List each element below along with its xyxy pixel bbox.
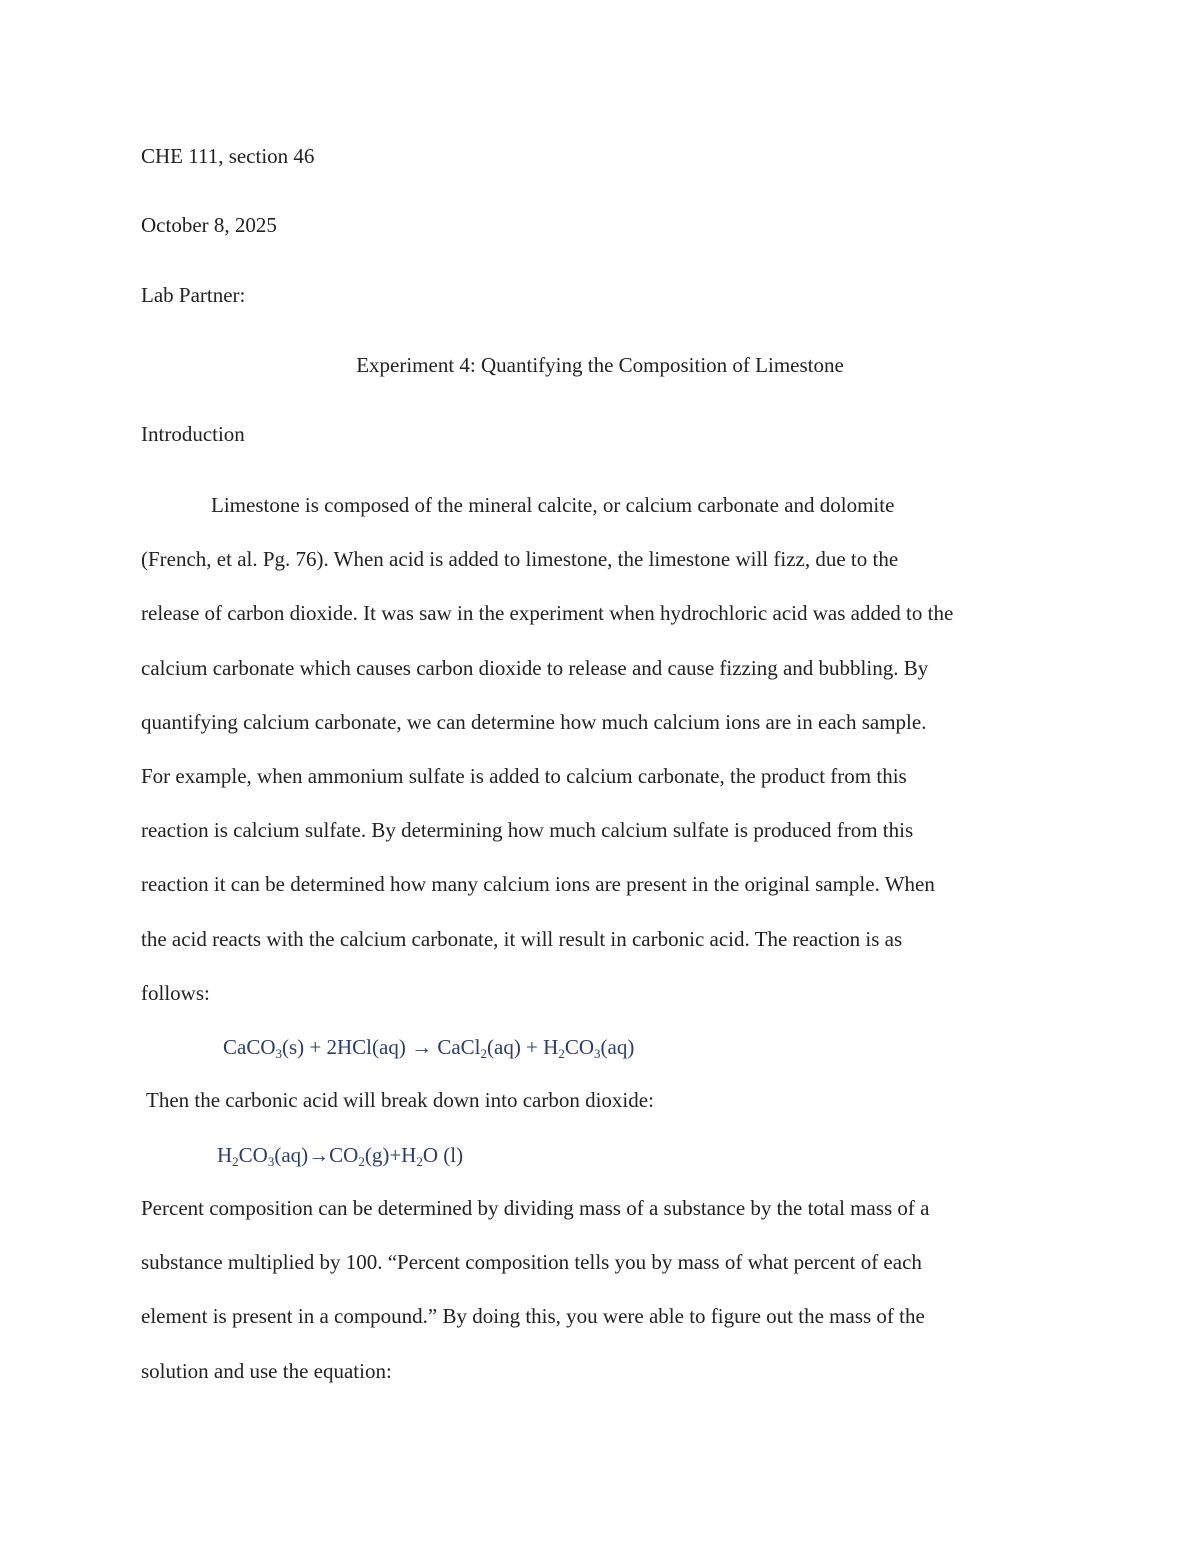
section-heading: Introduction: [141, 422, 245, 446]
lab-partner-line: Lab Partner:: [141, 283, 246, 307]
document-title: Experiment 4: Quantifying the Composition of Limestone: [356, 353, 844, 377]
paragraph-line: element is present in a compound.” By doing this, you were able to figure out the mass of the: [141, 1304, 925, 1329]
intro-paragraph: [141, 478, 1061, 1020]
paragraph-line: release of carbon dioxide. It was saw in the experiment when hydrochloric acid was added to the: [141, 601, 954, 626]
paragraph-line: reaction it can be determined how many calcium ions are present in the original sample. When: [141, 872, 935, 897]
paragraph-line: Limestone is composed of the mineral calcite, or calcium carbonate and dolomite: [211, 493, 895, 517]
paragraph-line: (French, et al. Pg. 76). When acid is added to limestone, the limestone will fizz, due to the: [141, 547, 899, 572]
equation-carbonic-acid-decomposition: $H_2CO_3(aq)\to CO_2(g)+H_2O$ (l): [217, 1143, 464, 1169]
paragraph-line: reaction is calcium sulfate. By determining how much calcium sulfate is produced from this: [141, 818, 914, 843]
date-line: October 8, 2025: [141, 213, 277, 237]
paragraph-line: solution and use the equation:: [141, 1358, 392, 1383]
paragraph-line: substance multiplied by 100. “Percent composition tells you by mass of what percent of each: [141, 1250, 922, 1275]
equation-calcium-carbonate-hcl: CaCO$_3$(s) + 2HCl(aq) → CaCl$_2$(aq) + $H_2CO_3(aq)$: [223, 1035, 635, 1061]
paragraph-line: For example, when ammonium sulfate is added to calcium carbonate, the product from this: [141, 764, 907, 789]
paragraph-line: quantifying calcium carbonate, we can determine how much calcium ions are in each sample.: [141, 709, 927, 734]
paragraph-line: Percent composition can be determined by dividing mass of a substance by the total mass of a: [141, 1196, 930, 1220]
percent-composition-paragraph: [141, 1181, 1061, 1398]
paragraph-line: follows:: [141, 980, 210, 1005]
paragraph-line: calcium carbonate which causes carbon dioxide to release and cause fizzing and bubbling. By: [141, 655, 929, 680]
transition-text: Then the carbonic acid will break down into carbon dioxide:: [146, 1088, 654, 1112]
course-line: CHE 111, section 46: [141, 144, 315, 168]
paragraph-line: the acid reacts with the calcium carbonate, it will result in carbonic acid. The reaction is as: [141, 926, 903, 951]
